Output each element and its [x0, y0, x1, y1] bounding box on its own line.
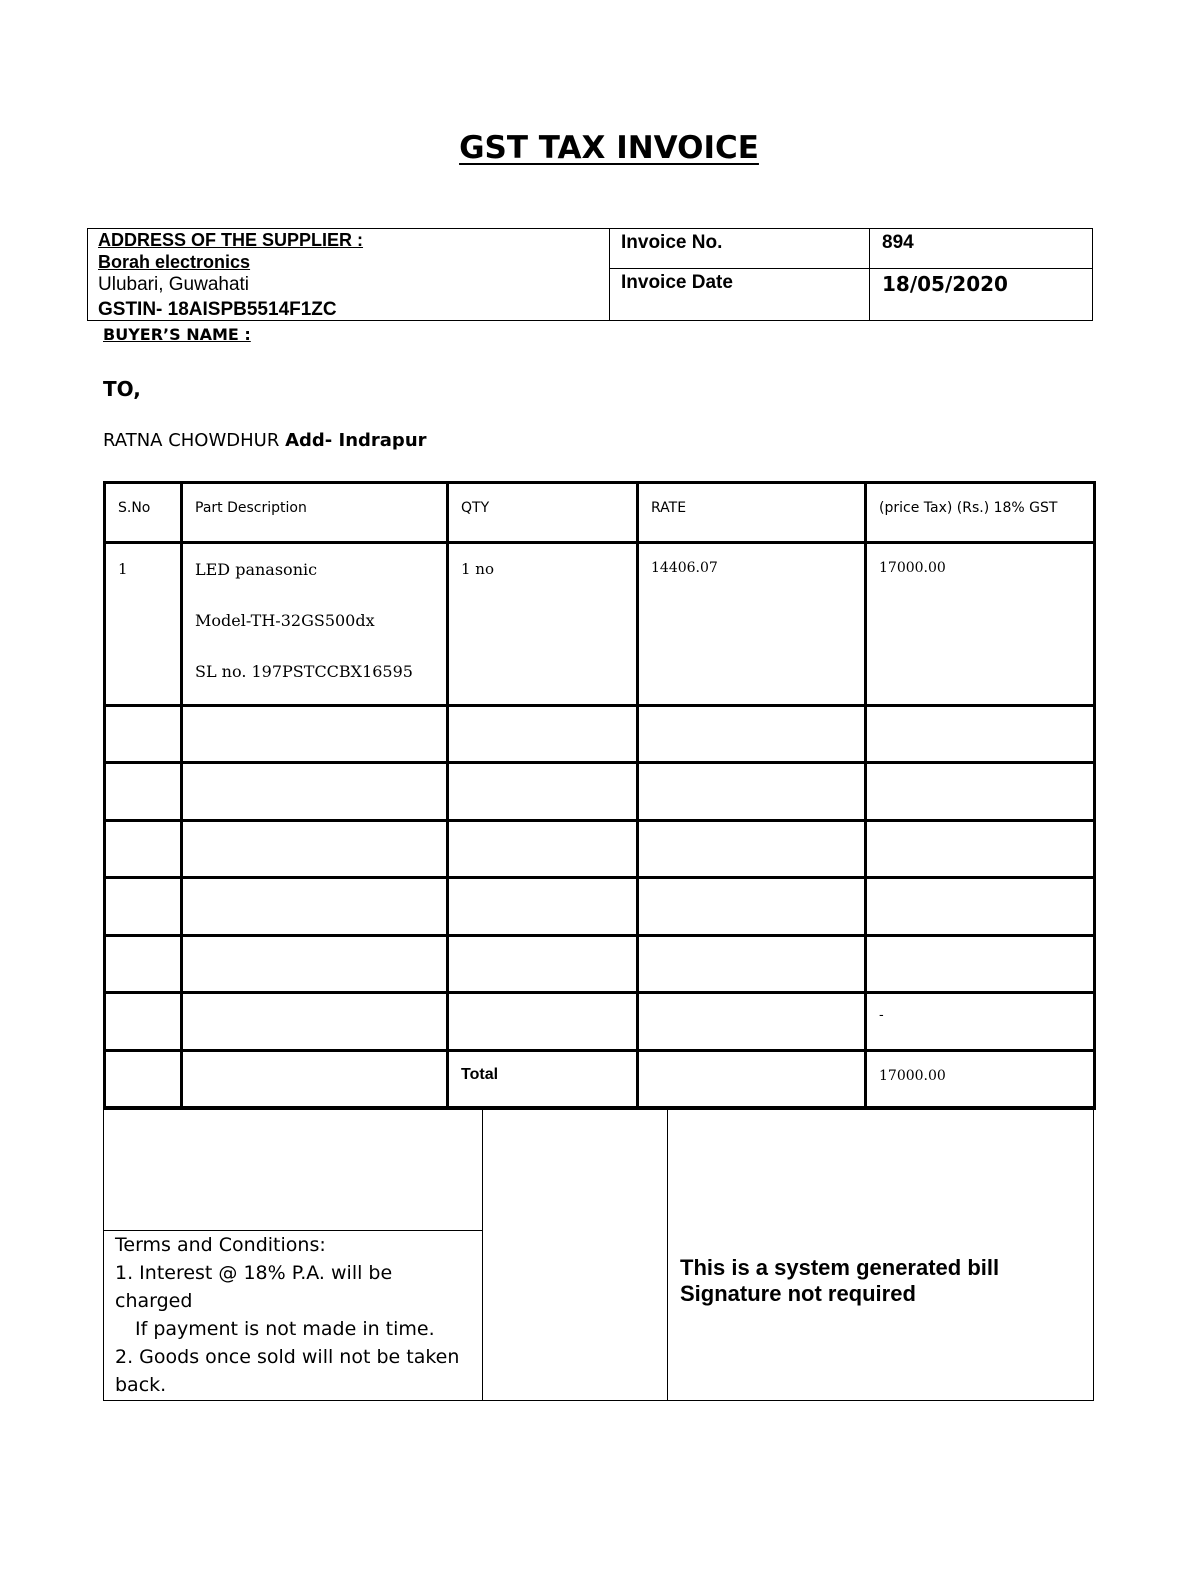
buyer-line	[103, 430, 427, 451]
supplier-label: ADDRESS OF THE SUPPLIER :	[98, 230, 364, 250]
col-header-price: (price Tax) (Rs.) 18% GST	[866, 483, 1095, 543]
total-value: 17000.00	[866, 1051, 1095, 1109]
item-desc-line: LED panasonic	[195, 560, 318, 579]
terms-line: 2. Goods once sold will not be taken back.	[115, 1346, 460, 1396]
buyer-label: BUYER’S NAME :	[103, 325, 251, 344]
col-header-description: Part Description	[182, 483, 448, 543]
table-row	[105, 936, 1095, 993]
terms-line: 1. Interest @ 18% P.A. will be charged	[115, 1262, 393, 1312]
invoice-date-label: Invoice Date	[621, 272, 733, 293]
item-rate: 14406.07	[638, 543, 866, 706]
table-row	[105, 878, 1095, 936]
table-row	[105, 543, 1095, 706]
item-qty: 1 no	[448, 543, 638, 706]
invoice-date-value: 18/05/2020	[882, 272, 1008, 296]
buyer-address: Add- Indrapur	[285, 430, 427, 451]
supplier-address: Ulubari, Guwahati	[98, 274, 250, 295]
supplier-name: Borah electronics	[98, 252, 251, 272]
col-header-rate: RATE	[638, 483, 866, 543]
supplier-gstin: GSTIN- 18AISPB5514F1ZC	[98, 299, 337, 320]
to-label: TO,	[103, 377, 141, 401]
header-box	[87, 228, 1093, 321]
system-note-line: This is a system generated bill	[680, 1255, 1000, 1280]
invoice-no-value: 894	[882, 232, 914, 253]
divider	[869, 228, 870, 321]
system-generated-note	[680, 1255, 999, 1307]
page-title: GST TAX INVOICE	[459, 130, 759, 166]
table-row	[105, 706, 1095, 763]
divider	[609, 228, 610, 321]
total-label: Total	[448, 1051, 638, 1109]
total-row	[105, 1051, 1095, 1109]
table-row	[105, 821, 1095, 878]
item-sno: 1	[105, 543, 182, 706]
buyer-name: RATNA CHOWDHUR	[103, 430, 280, 451]
divider	[482, 1107, 483, 1400]
item-description	[182, 543, 448, 706]
terms-and-conditions	[115, 1231, 475, 1399]
footer-box	[103, 1106, 1094, 1401]
terms-heading: Terms and Conditions:	[115, 1234, 326, 1256]
item-desc-line: Model-TH-32GS500dx	[195, 611, 375, 630]
invoice-no-label: Invoice No.	[621, 232, 723, 253]
item-desc-line: SL no. 197PSTCCBX16595	[195, 662, 413, 681]
items-table	[103, 481, 1096, 1110]
system-note-line: Signature not required	[680, 1281, 916, 1306]
terms-line: If payment is not made in time.	[135, 1318, 435, 1340]
divider	[609, 268, 1093, 269]
col-header-sno: S.No	[105, 483, 182, 543]
table-header-row	[105, 483, 1095, 543]
col-header-qty: QTY	[448, 483, 638, 543]
price-dash: -	[866, 993, 1095, 1051]
item-price: 17000.00	[866, 543, 1095, 706]
divider	[667, 1107, 668, 1400]
table-row	[105, 993, 1095, 1051]
table-row	[105, 763, 1095, 821]
